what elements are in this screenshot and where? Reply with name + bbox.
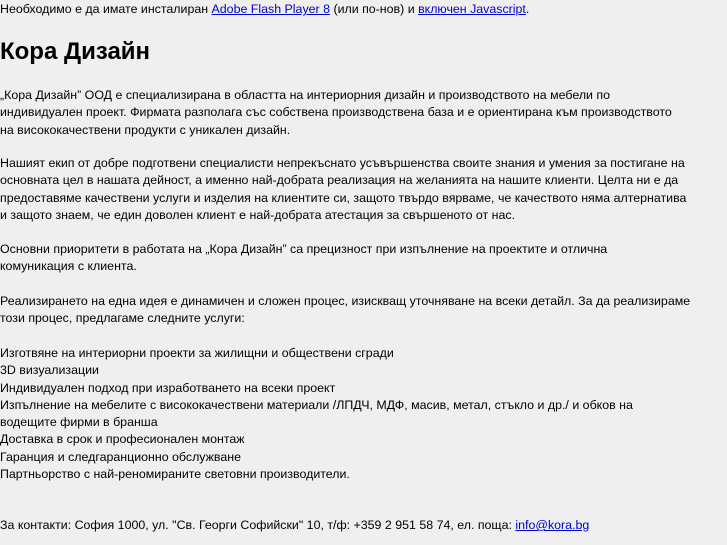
service-item: Изпълнение на мебелите с висококачествени материали /ЛПДЧ, МДФ, масив, метал, стъкло и др./ и обков на [0, 397, 633, 412]
paragraph-line: основната цел в нашата дейност, а именно най-добрата реализация на желанията на нашите клиенти. Целта ни е да [0, 173, 679, 188]
paragraph-line: комуникация с клиента. [0, 259, 137, 274]
flash-notice [0, 1, 529, 18]
service-item: Изготвяне на интериорни проекти за жилищни и обществени сгради [0, 346, 394, 360]
flash-player-link[interactable]: Adobe Flash Player 8 [211, 2, 330, 16]
paragraph-line: този процес, предлагаме следните услуги: [0, 311, 245, 326]
service-item: Индивидуален подход при изработването на всеки проект [0, 380, 336, 395]
service-item: Доставка в срок и професионален монтаж [0, 432, 245, 447]
services-list [0, 345, 633, 483]
paragraph-line: Реализирането на една идея е динамичен и сложен процес, изискващ уточняване на всеки детайл. За да реализираме [0, 294, 691, 308]
service-item: водещите фирми в бранша [0, 415, 158, 430]
paragraph-line: на висококачествени продукти с уникален дизайн. [0, 122, 291, 137]
process-paragraph [0, 293, 690, 328]
paragraph-line: и защото знаем, че един доволен клиент е най-добрата атестация за свършеното от нас. [0, 207, 516, 222]
paragraph-line: „Кора Дизайн” ООД е специализирана в областта на интериорния дизайн и производството на мебели по [0, 88, 611, 102]
paragraph-line: Нашият екип от добре подготвени специалисти непрекъснато усъвършенства своите знания и умения за постигане на [0, 156, 685, 170]
service-item: Партньорство с най-реномираните световни производители. [0, 467, 350, 482]
contacts-line [0, 517, 589, 534]
email-link[interactable]: info@kora.bg [515, 518, 590, 532]
service-item: 3D визуализации [0, 363, 99, 378]
team-paragraph [0, 155, 686, 224]
notice-middle: (или по-нов) и [330, 2, 419, 16]
paragraph-line: предоставяме качествени услуги и изделия на клиентите си, защото твърдо вярваме, че качеството няма алтернатива [0, 190, 687, 205]
page-title: Кора Дизайн [0, 38, 151, 65]
paragraph-line: Основни приоритети в работата на „Кора Дизайн” са прецизност при изпълнение на проектите и отлична [0, 242, 608, 256]
priorities-paragraph [0, 241, 607, 276]
service-item: Гаранция и следгаранционно обслужване [0, 449, 241, 464]
contacts-text: За контакти: София 1000, ул. "Св. Георги Софийски" 10, т/ф: +359 2 951 58 74, ел. поща: [0, 518, 516, 532]
paragraph-line: индивидуален проект. Фирмата разполага със собствена производствена база и е ориентирана към производството [0, 105, 672, 120]
notice-prefix: Необходимо е да имате инсталиран [0, 2, 212, 16]
notice-suffix: . [525, 2, 530, 16]
javascript-link[interactable]: включен Javascript [418, 2, 526, 16]
intro-paragraph [0, 87, 672, 139]
